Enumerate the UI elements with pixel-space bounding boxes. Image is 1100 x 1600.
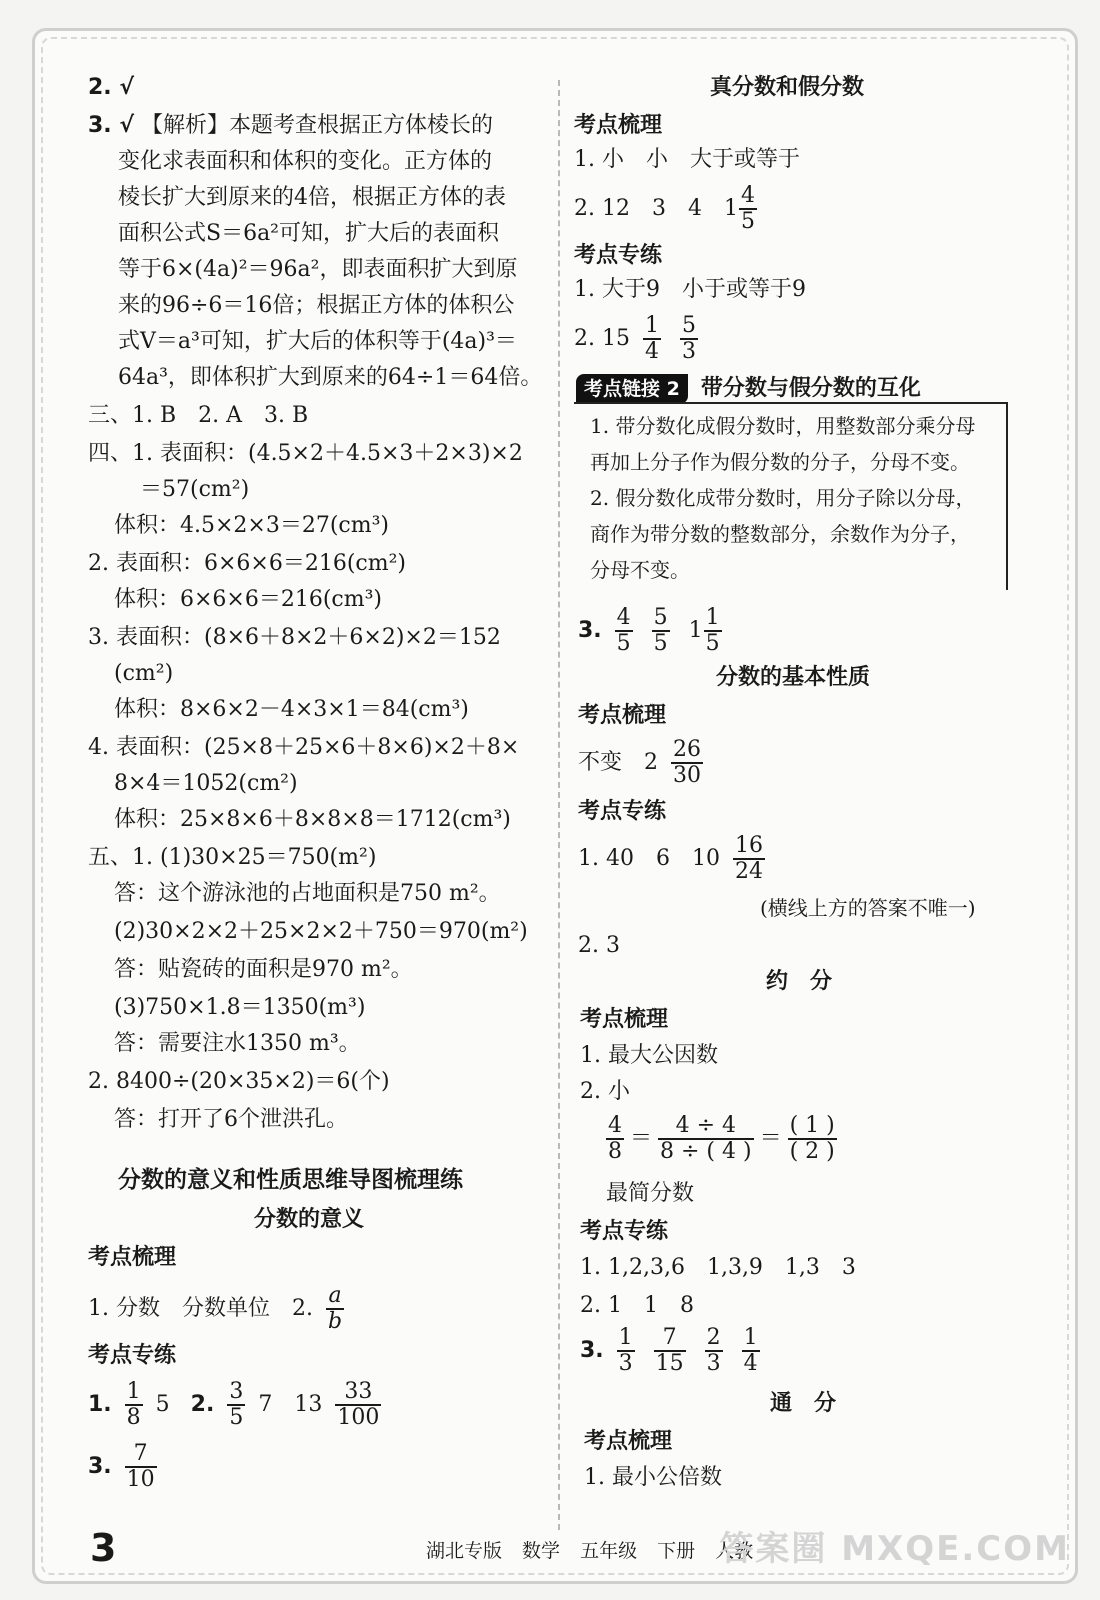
equation: $\frac{4}{8}$ ＝ $\frac{4 \div 4}{8 \div ( 4 )}$ ＝ $\frac{( 1 )}{( 2 )}$ [608, 1113, 835, 1164]
answer-line: 1. 大于9 小于或等于9 [574, 277, 806, 302]
section-title: 分数的基本性质 [716, 665, 871, 690]
footer-info: 湖北专版 数学 五年级 下册 人教 [426, 1540, 754, 1562]
fraction: $\frac{1}{4}$ [644, 313, 659, 364]
column-divider [558, 80, 560, 1530]
answer-line: 64a³，即体积扩大到原来的64÷1＝64倍。 [118, 365, 543, 390]
box-text: 分母不变。 [590, 558, 690, 582]
box-text: 商作为带分数的整数部分，余数作为分子， [590, 522, 970, 546]
answer-line: 棱长扩大到原来的4倍，根据正方体的表 [118, 185, 506, 210]
answer-line: 体积：4.5×2×3＝27(cm³) [114, 513, 390, 538]
answer-line: 1. 1,2,3,6 1,3,9 1,3 3 [580, 1255, 856, 1280]
answer-line: 五、1. (1)30×25＝750(m²) [88, 845, 377, 870]
answer-line: 3. $\frac{1}{3}$ $\frac{7}{15}$ $\frac{2}{3}$ $\frac{1}{4}$ [580, 1325, 758, 1376]
answer-line: 答：贴瓷砖的面积是970 m²。 [114, 957, 413, 982]
answer-line: 2. 15 $\frac{1}{4}$ $\frac{5}{3}$ [574, 313, 696, 364]
answer-line: 最简分数 [606, 1181, 695, 1206]
fraction: $\frac{a}{b}$ [327, 1283, 343, 1334]
heading-kaodian-shuli: 考点梳理 [580, 1007, 669, 1032]
answer-line: 体积：6×6×6＝216(cm³) [114, 587, 383, 612]
answer-line: 1. 最小公倍数 [584, 1465, 722, 1490]
section-title: 真分数和假分数 [710, 75, 865, 100]
link-badge: 考点链接 2 [576, 374, 688, 404]
box-text: 2. 假分数化成带分数时，用分子除以分母， [590, 486, 976, 510]
fraction: $\frac{4}{5}$ [740, 183, 755, 234]
answer-line: 1. $\frac{1}{8}$ 5 2. $\frac{3}{5}$ 7 13 $\frac{33}{100}$ [88, 1379, 380, 1430]
fraction: $\frac{4}{5}$ [616, 605, 631, 656]
answer-line: 式V＝a³可知，扩大后的体积等于(4a)³＝ [118, 329, 517, 354]
answer-line: 1. 40 6 10 $\frac{16}{24}$ [578, 833, 763, 884]
fraction: $\frac{1}{8}$ [126, 1379, 141, 1430]
heading-kaodian-shuli: 考点梳理 [88, 1245, 177, 1270]
heading-kaodian-zhuanlian: 考点专练 [574, 243, 663, 268]
answer-line: 不变 2 $\frac{26}{30}$ [578, 737, 701, 788]
answer-line: 4. 表面积：(25×8＋25×6＋8×6)×2＋8× [88, 735, 520, 760]
heading-kaodian-zhuanlian: 考点专练 [580, 1219, 669, 1244]
fraction: $\frac{26}{30}$ [673, 737, 701, 788]
answer-line: 1. 分数 分数单位 2. $\frac{a}{b}$ [88, 1283, 343, 1334]
answer-line: 来的96÷6＝16倍；根据正方体的体积公 [118, 293, 515, 318]
fraction: $\frac{7}{15}$ [655, 1325, 684, 1376]
answer-line: 变化求表面积和体积的变化。正方体的 [118, 149, 493, 174]
fraction: $\frac{4 \div 4}{8 \div ( 4 )}$ [660, 1113, 752, 1164]
heading-kaodian-shuli: 考点梳理 [578, 703, 667, 728]
answer-line: 2. 3 [578, 933, 620, 958]
answer-line: (2)30×2×2＋25×2×2＋750＝970(m²) [114, 919, 528, 944]
answer-line: (3)750×1.8＝1350(m³) [114, 995, 366, 1020]
fraction: $\frac{3}{5}$ [229, 1379, 244, 1430]
fraction: $\frac{7}{10}$ [126, 1441, 155, 1492]
fraction: $\frac{1}{3}$ [618, 1325, 633, 1376]
box-text: 再加上分子作为假分数的分子，分母不变。 [590, 450, 970, 474]
section-title: 分数的意义和性质思维导图梳理练 [118, 1167, 463, 1193]
heading-kaodian-zhuanlian: 考点专练 [88, 1343, 177, 1368]
answer-line: 3. √ 【解析】本题考查根据正方体棱长的 [88, 113, 494, 138]
answer-line: 答：需要注水1350 m³。 [114, 1031, 361, 1056]
answer-line: 2. 12 3 4 1 $\frac{4}{5}$ [574, 183, 755, 234]
answer-line: 四、1. 表面积：(4.5×2＋4.5×3＋2×3)×2 [88, 441, 523, 466]
fraction: $\frac{16}{24}$ [734, 833, 763, 884]
answer-line: 面积公式S＝6a²可知，扩大后的表面积 [118, 221, 500, 246]
fraction: $\frac{1}{4}$ [743, 1325, 758, 1376]
answer-line: 1. 小 小 大于或等于 [574, 147, 800, 172]
answer-line: ＝57(cm²) [140, 477, 250, 502]
answer-line: 答：打开了6个泄洪孔。 [114, 1107, 348, 1132]
answer-line: 体积：25×8×6＋8×8×8＝1712(cm³) [114, 807, 511, 832]
heading-kaodian-shuli: 考点梳理 [584, 1429, 673, 1454]
section-title: 约 分 [766, 969, 833, 994]
answer-line: 8×4＝1052(cm²) [114, 771, 298, 796]
fraction: $\frac{( 1 )}{( 2 )}$ [789, 1113, 835, 1164]
fraction: $\frac{1}{5}$ [705, 605, 720, 656]
fraction: $\frac{33}{100}$ [337, 1379, 380, 1430]
heading-kaodian-zhuanlian: 考点专练 [578, 799, 667, 824]
answer-line: 2. 8400÷(20×35×2)＝6(个) [88, 1069, 390, 1094]
answer-line: 3. $\frac{4}{5}$ $\frac{5}{5}$ 1 $\frac{1}{5}$ [578, 605, 720, 656]
note: (横线上方的答案不唯一) [760, 896, 976, 920]
answer-line: 3. $\frac{7}{10}$ [88, 1441, 155, 1492]
subsection-title: 分数的意义 [254, 1207, 365, 1232]
answer-line: 答：这个游泳池的占地面积是750 m²。 [114, 881, 501, 906]
answer-line: 体积：8×6×2－4×3×1＝84(cm³) [114, 697, 469, 722]
answer-line: 2. 表面积：6×6×6＝216(cm²) [88, 551, 407, 576]
box-text: 1. 带分数化成假分数时，用整数部分乘分母 [590, 414, 976, 438]
answer-line: 三、1. B 2. A 3. B [88, 403, 309, 428]
fraction: $\frac{4}{8}$ [608, 1113, 622, 1164]
answer-line: 等于6×(4a)²＝96a²，即表面积扩大到原 [118, 257, 518, 282]
answer-line: (cm²) [114, 661, 174, 686]
fraction: $\frac{5}{5}$ [653, 605, 668, 656]
page-number: 3 [90, 1526, 117, 1570]
section-title: 通 分 [770, 1391, 837, 1416]
heading-kaodian-shuli: 考点梳理 [574, 113, 663, 138]
watermark: 答案圈 MXQE.COM [719, 1529, 1070, 1569]
answer-line: 2. √ [88, 75, 134, 100]
answer-line: 3. 表面积：(8×6＋8×2＋6×2)×2＝152 [88, 625, 501, 650]
answer-line: 1. 最大公因数 [580, 1043, 718, 1068]
fraction: $\frac{5}{3}$ [681, 313, 696, 364]
link-header: 考点链接 2 带分数与假分数的互化 [576, 374, 921, 404]
fraction: $\frac{2}{3}$ [706, 1325, 721, 1376]
answer-line: 2. 小 [580, 1079, 630, 1104]
answer-line: 2. 1 1 8 [580, 1293, 694, 1318]
